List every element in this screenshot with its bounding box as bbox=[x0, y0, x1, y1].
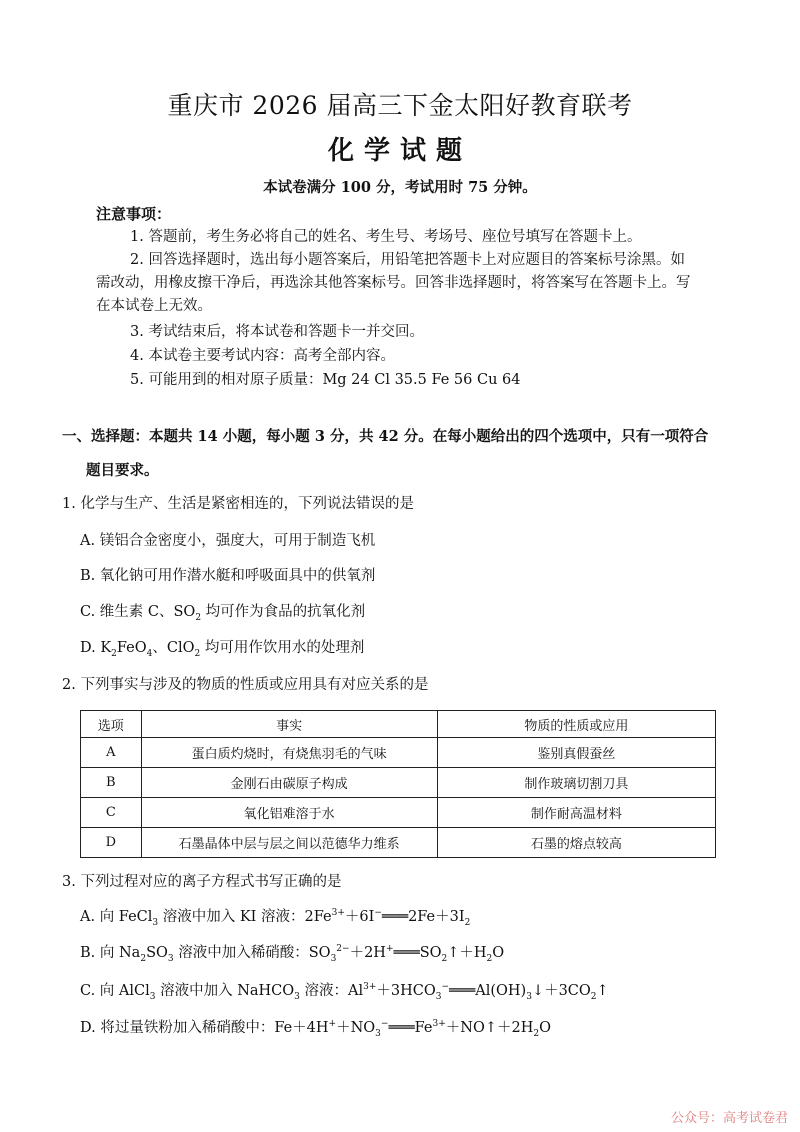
table-cell: 鉴别真假蚕丝 bbox=[437, 738, 715, 768]
table-cell: 制作耐高温材料 bbox=[437, 798, 715, 828]
table-row bbox=[81, 828, 716, 858]
q2-table bbox=[80, 710, 716, 858]
table-row bbox=[81, 738, 716, 768]
notice-heading: 注意事项： bbox=[96, 205, 172, 223]
table-cell: C bbox=[81, 798, 142, 828]
table-cell: D bbox=[81, 828, 142, 858]
exam-title: 重庆市 2026 届高三下金太阳好教育联考 bbox=[167, 91, 633, 120]
table-row bbox=[81, 798, 716, 828]
q3-stem: 3. 下列过程对应的离子方程式书写正确的是 bbox=[62, 874, 342, 890]
q1-option-c: C. 维生素 C、$SO_2$ 均可作为食品的抗氧化剂 bbox=[80, 604, 366, 623]
q2-stem: 2. 下列事实与涉及的物质的性质或应用具有对应关系的是 bbox=[62, 677, 429, 693]
table-cell: 石墨晶体中层与层之间以范德华力维系 bbox=[141, 828, 437, 858]
section-heading-line1: 一、选择题：本题共 14 小题，每小题 3 分，共 42 分。在每小题给出的四个选项中，只有一项符合 bbox=[62, 428, 709, 445]
table-header-fact: 事实 bbox=[141, 711, 437, 738]
q1-option-d: D. $K_2FeO_4$、ClO$_2$ 均可用作饮用水的处理剂 bbox=[80, 640, 365, 659]
notice-item-1: 1. 答题前，考生务必将自己的姓名、考生号、考场号、座位号填写在答题卡上。 bbox=[130, 229, 642, 245]
q3-option-d: D. 将过量铁粉加入稀硝酸中：$Fe+4H^++NO_3^-═══Fe^{3+}+NO↑+2H_2O$ bbox=[80, 1019, 552, 1039]
table-cell: B bbox=[81, 768, 142, 798]
q3-option-b: B. 向 $Na_2SO_3$ 溶液中加入稀硝酸：$SO_3^{2-}+2H^+═══SO_2↑+H_2O$ bbox=[80, 944, 505, 964]
notice-item-3: 3. 考试结束后，将本试卷和答题卡一并交回。 bbox=[130, 324, 424, 340]
q1-option-b: B. 氧化钠可用作潜水艇和呼吸面具中的供氧剂 bbox=[80, 568, 376, 584]
score-line: 本试卷满分 100 分，考试用时 75 分钟。 bbox=[263, 179, 537, 196]
subject-title: 化学试题 bbox=[327, 136, 472, 166]
table-row bbox=[81, 768, 716, 798]
table-header-row bbox=[81, 711, 716, 738]
table-cell: 氧化铝难溶于水 bbox=[141, 798, 437, 828]
section-heading-line2: 题目要求。 bbox=[86, 462, 159, 479]
table-cell: 金刚石由碳原子构成 bbox=[141, 768, 437, 798]
table-cell: 石墨的熔点较高 bbox=[437, 828, 715, 858]
q1-option-a: A. 镁铝合金密度小，强度大，可用于制造飞机 bbox=[80, 533, 376, 549]
table-cell: A bbox=[81, 738, 142, 768]
q1-stem: 1. 化学与生产、生活是紧密相连的，下列说法错误的是 bbox=[62, 496, 414, 512]
notice-item-2: 2. 回答选择题时，选出每小题答案后，用铅笔把答题卡上对应题目的答案标号涂黑。如需改动，用橡皮擦干净后，再选涂其他答案标号。回答非选择题时，将答案写在答题卡上。写在本试卷上无效。 bbox=[96, 252, 691, 314]
q3-option-c: C. 向 AlCl$_3$ 溶液中加入 NaHCO$_3$ 溶液：$Al^{3+}+3HCO_3^-═══Al(OH)_3↓+3CO_2↑$ bbox=[80, 982, 609, 1002]
table-cell: 蛋白质灼烧时，有烧焦羽毛的气味 bbox=[141, 738, 437, 768]
section-heading bbox=[62, 420, 742, 488]
table-header-property: 物质的性质或应用 bbox=[437, 711, 715, 738]
table-header-option: 选项 bbox=[81, 711, 142, 738]
notice-item-4: 4. 本试卷主要考试内容：高考全部内容。 bbox=[130, 348, 395, 364]
watermark: 公众号：高考试卷君 bbox=[670, 1111, 788, 1126]
notice-item-5: 5. 可能用到的相对原子质量：Mg 24 Cl 35.5 Fe 56 Cu 64 bbox=[130, 372, 521, 388]
table-cell: 制作玻璃切割刀具 bbox=[437, 768, 715, 798]
q3-option-a: A. 向 FeCl$_3$ 溶液中加入 KI 溶液：$2Fe^{3+}+6I^-═══2Fe+3I_2$ bbox=[80, 908, 471, 928]
